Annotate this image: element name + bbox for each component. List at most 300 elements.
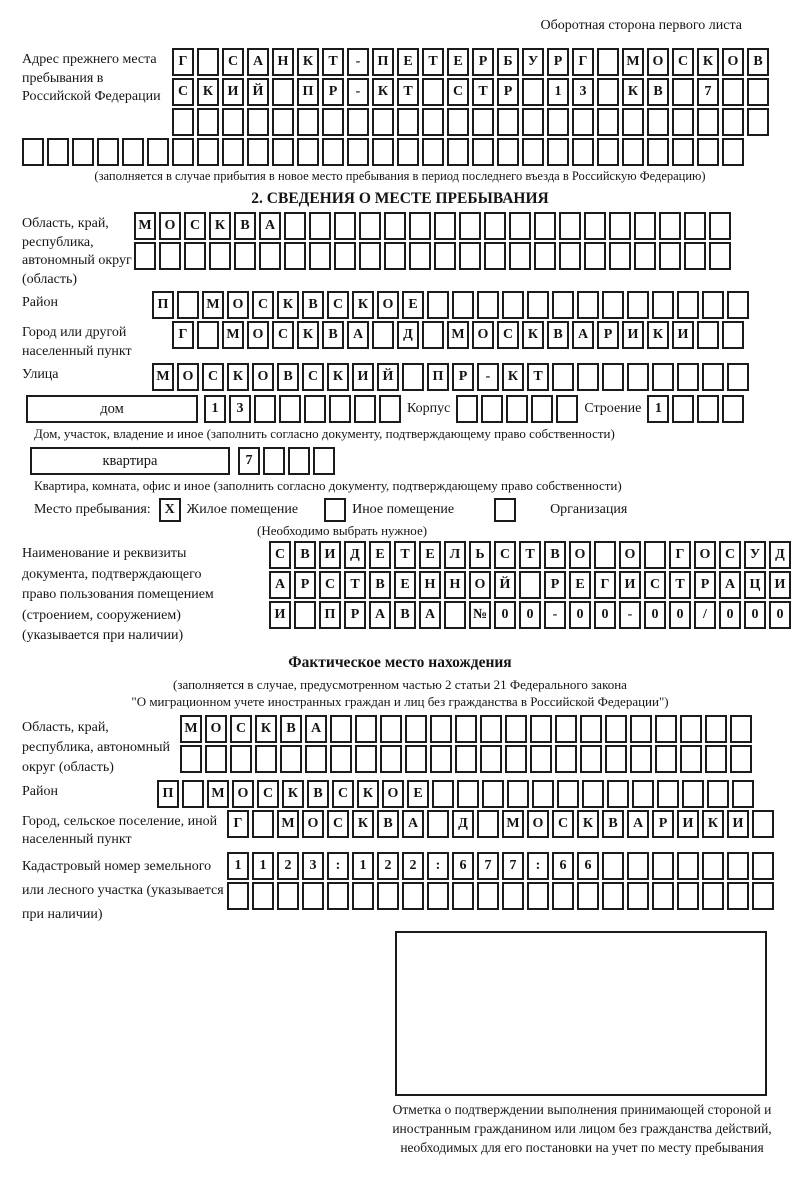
char-cell[interactable] [444,601,466,629]
char-cell[interactable]: В [277,363,299,391]
char-cell[interactable] [302,882,324,910]
char-cell[interactable]: И [319,541,341,569]
char-cell[interactable] [447,108,469,136]
char-cell[interactable] [677,291,699,319]
char-cell[interactable] [655,715,677,743]
char-cell[interactable]: Р [544,571,566,599]
char-cell[interactable] [380,745,402,773]
char-cell[interactable] [594,541,616,569]
char-cell[interactable] [427,882,449,910]
char-cell[interactable] [402,363,424,391]
char-cell[interactable] [263,447,285,475]
char-cell[interactable] [652,852,674,880]
char-cell[interactable] [372,108,394,136]
char-cell[interactable] [209,242,231,270]
char-cell[interactable] [605,745,627,773]
char-cell[interactable]: 6 [577,852,599,880]
char-cell[interactable]: Т [669,571,691,599]
char-cell[interactable] [434,242,456,270]
char-cell[interactable] [447,138,469,166]
char-cell[interactable]: Е [407,780,429,808]
char-cell[interactable]: Т [527,363,549,391]
char-cell[interactable] [732,780,754,808]
char-cell[interactable]: В [369,571,391,599]
char-cell[interactable]: С [269,541,291,569]
char-cell[interactable] [197,321,219,349]
char-cell[interactable]: 6 [452,852,474,880]
char-cell[interactable] [122,138,144,166]
char-cell[interactable] [680,715,702,743]
char-cell[interactable]: С [319,571,341,599]
char-cell[interactable] [177,291,199,319]
char-cell[interactable] [254,395,276,423]
char-cell[interactable] [47,138,69,166]
char-cell[interactable] [180,745,202,773]
char-cell[interactable] [622,138,644,166]
char-cell[interactable]: Ь [469,541,491,569]
char-cell[interactable]: Т [519,541,541,569]
char-cell[interactable]: 1 [547,78,569,106]
char-cell[interactable]: К [702,810,724,838]
char-cell[interactable] [505,745,527,773]
char-cell[interactable]: 3 [572,78,594,106]
char-cell[interactable] [559,212,581,240]
char-cell[interactable] [304,395,326,423]
char-cell[interactable] [709,212,731,240]
char-cell[interactable]: Р [344,601,366,629]
char-cell[interactable] [284,242,306,270]
char-cell[interactable]: Р [452,363,474,391]
char-cell[interactable] [705,745,727,773]
char-cell[interactable]: К [502,363,524,391]
char-cell[interactable]: В [280,715,302,743]
char-cell[interactable] [752,810,774,838]
char-cell[interactable] [297,138,319,166]
char-cell[interactable] [697,321,719,349]
char-cell[interactable] [452,291,474,319]
char-cell[interactable] [680,745,702,773]
char-cell[interactable]: Г [172,321,194,349]
char-cell[interactable] [502,882,524,910]
char-cell[interactable] [677,363,699,391]
char-cell[interactable] [552,882,574,910]
char-cell[interactable]: А [247,48,269,76]
char-cell[interactable] [702,291,724,319]
char-cell[interactable]: О [647,48,669,76]
char-cell[interactable]: 1 [204,395,226,423]
char-cell[interactable]: 0 [494,601,516,629]
char-cell[interactable]: Е [569,571,591,599]
char-cell[interactable] [597,78,619,106]
char-cell[interactable]: 0 [744,601,766,629]
char-cell[interactable] [627,882,649,910]
char-cell[interactable] [422,321,444,349]
char-cell[interactable]: 0 [519,601,541,629]
char-cell[interactable] [627,852,649,880]
char-cell[interactable]: О [227,291,249,319]
char-cell[interactable]: А [402,810,424,838]
char-cell[interactable]: В [234,212,256,240]
char-cell[interactable]: Т [472,78,494,106]
char-cell[interactable]: К [277,291,299,319]
char-cell[interactable]: Р [652,810,674,838]
char-cell[interactable] [297,108,319,136]
char-cell[interactable]: 0 [644,601,666,629]
char-cell[interactable] [709,242,731,270]
char-cell[interactable] [630,745,652,773]
char-cell[interactable]: 2 [377,852,399,880]
char-cell[interactable]: К [352,291,374,319]
char-cell[interactable]: Г [227,810,249,838]
char-cell[interactable]: О [177,363,199,391]
char-cell[interactable]: А [259,212,281,240]
char-cell[interactable] [427,291,449,319]
char-cell[interactable]: И [769,571,791,599]
char-cell[interactable]: В [394,601,416,629]
char-cell[interactable] [547,138,569,166]
char-cell[interactable] [372,321,394,349]
char-cell[interactable] [477,291,499,319]
char-cell[interactable]: П [427,363,449,391]
char-cell[interactable] [147,138,169,166]
char-cell[interactable]: Р [547,48,569,76]
kvartira-type-box[interactable]: квартира [30,447,230,475]
char-cell[interactable]: М [207,780,229,808]
char-cell[interactable]: - [619,601,641,629]
char-cell[interactable] [652,882,674,910]
char-cell[interactable] [722,395,744,423]
char-cell[interactable]: К [209,212,231,240]
char-cell[interactable] [397,138,419,166]
char-cell[interactable] [547,108,569,136]
char-cell[interactable]: К [372,78,394,106]
char-cell[interactable] [384,242,406,270]
char-cell[interactable]: Т [394,541,416,569]
char-cell[interactable] [609,242,631,270]
char-cell[interactable] [184,242,206,270]
char-cell[interactable]: Л [444,541,466,569]
char-cell[interactable]: Г [172,48,194,76]
char-cell[interactable] [659,242,681,270]
char-cell[interactable]: В [747,48,769,76]
char-cell[interactable]: 6 [552,852,574,880]
char-cell[interactable] [577,291,599,319]
char-cell[interactable]: В [294,541,316,569]
char-cell[interactable] [559,242,581,270]
char-cell[interactable]: С [552,810,574,838]
char-cell[interactable] [727,291,749,319]
char-cell[interactable]: М [277,810,299,838]
char-cell[interactable]: Т [422,48,444,76]
char-cell[interactable]: С [172,78,194,106]
char-cell[interactable]: 0 [669,601,691,629]
char-cell[interactable] [405,745,427,773]
char-cell[interactable]: М [222,321,244,349]
char-cell[interactable]: 1 [647,395,669,423]
char-cell[interactable]: Е [369,541,391,569]
char-cell[interactable] [477,882,499,910]
char-cell[interactable] [455,745,477,773]
char-cell[interactable]: Р [322,78,344,106]
char-cell[interactable]: Е [419,541,441,569]
char-cell[interactable] [602,291,624,319]
char-cell[interactable]: О [469,571,491,599]
char-cell[interactable]: / [694,601,716,629]
char-cell[interactable] [627,363,649,391]
char-cell[interactable]: О [382,780,404,808]
char-cell[interactable] [605,715,627,743]
char-cell[interactable] [509,212,531,240]
char-cell[interactable]: П [319,601,341,629]
char-cell[interactable]: С [230,715,252,743]
char-cell[interactable]: С [672,48,694,76]
char-cell[interactable] [555,745,577,773]
char-cell[interactable] [506,395,528,423]
char-cell[interactable]: О [527,810,549,838]
char-cell[interactable] [522,138,544,166]
char-cell[interactable]: Н [444,571,466,599]
char-cell[interactable] [397,108,419,136]
char-cell[interactable]: Б [497,48,519,76]
char-cell[interactable] [530,715,552,743]
char-cell[interactable] [309,212,331,240]
zhiloe-checkbox[interactable]: X [159,498,181,522]
char-cell[interactable] [552,291,574,319]
char-cell[interactable] [652,363,674,391]
char-cell[interactable] [722,321,744,349]
char-cell[interactable] [347,108,369,136]
char-cell[interactable] [632,780,654,808]
char-cell[interactable] [379,395,401,423]
char-cell[interactable]: И [619,571,641,599]
char-cell[interactable] [752,852,774,880]
char-cell[interactable]: С [302,363,324,391]
char-cell[interactable]: Т [322,48,344,76]
char-cell[interactable]: К [522,321,544,349]
char-cell[interactable] [482,780,504,808]
char-cell[interactable]: Д [769,541,791,569]
char-cell[interactable]: 7 [502,852,524,880]
char-cell[interactable]: Е [394,571,416,599]
char-cell[interactable] [609,212,631,240]
char-cell[interactable]: В [647,78,669,106]
char-cell[interactable] [481,395,503,423]
char-cell[interactable] [580,745,602,773]
char-cell[interactable] [197,48,219,76]
char-cell[interactable]: П [372,48,394,76]
char-cell[interactable] [355,715,377,743]
char-cell[interactable]: И [727,810,749,838]
char-cell[interactable] [572,108,594,136]
char-cell[interactable] [372,138,394,166]
char-cell[interactable] [684,212,706,240]
char-cell[interactable] [247,138,269,166]
char-cell[interactable] [556,395,578,423]
char-cell[interactable]: 3 [302,852,324,880]
char-cell[interactable] [497,138,519,166]
char-cell[interactable] [247,108,269,136]
char-cell[interactable] [672,395,694,423]
char-cell[interactable] [702,852,724,880]
char-cell[interactable] [505,715,527,743]
char-cell[interactable]: Д [397,321,419,349]
char-cell[interactable]: О [247,321,269,349]
char-cell[interactable] [459,242,481,270]
char-cell[interactable]: 3 [229,395,251,423]
char-cell[interactable]: К [255,715,277,743]
char-cell[interactable] [172,138,194,166]
char-cell[interactable] [697,395,719,423]
char-cell[interactable]: Т [344,571,366,599]
char-cell[interactable] [532,780,554,808]
char-cell[interactable]: 2 [277,852,299,880]
char-cell[interactable] [227,882,249,910]
char-cell[interactable]: Н [272,48,294,76]
char-cell[interactable] [752,882,774,910]
char-cell[interactable] [722,108,744,136]
char-cell[interactable] [22,138,44,166]
char-cell[interactable] [72,138,94,166]
char-cell[interactable] [682,780,704,808]
char-cell[interactable] [534,242,556,270]
char-cell[interactable]: Р [597,321,619,349]
char-cell[interactable] [284,212,306,240]
char-cell[interactable]: С [494,541,516,569]
inoe-checkbox[interactable] [324,498,346,522]
char-cell[interactable] [697,108,719,136]
char-cell[interactable] [313,447,335,475]
char-cell[interactable] [531,395,553,423]
char-cell[interactable]: Р [472,48,494,76]
char-cell[interactable] [472,108,494,136]
char-cell[interactable]: О [232,780,254,808]
char-cell[interactable]: Г [594,571,616,599]
char-cell[interactable] [634,212,656,240]
char-cell[interactable]: К [227,363,249,391]
char-cell[interactable]: У [522,48,544,76]
char-cell[interactable]: 1 [227,852,249,880]
char-cell[interactable]: : [427,852,449,880]
char-cell[interactable] [405,715,427,743]
char-cell[interactable] [634,242,656,270]
char-cell[interactable] [622,108,644,136]
char-cell[interactable] [727,882,749,910]
char-cell[interactable] [552,363,574,391]
char-cell[interactable] [294,601,316,629]
char-cell[interactable] [409,212,431,240]
char-cell[interactable] [222,138,244,166]
char-cell[interactable]: С [184,212,206,240]
char-cell[interactable]: М [447,321,469,349]
char-cell[interactable] [502,291,524,319]
char-cell[interactable] [305,745,327,773]
char-cell[interactable]: С [272,321,294,349]
char-cell[interactable] [280,745,302,773]
char-cell[interactable]: 2 [402,852,424,880]
char-cell[interactable] [272,138,294,166]
char-cell[interactable] [727,852,749,880]
char-cell[interactable]: 0 [769,601,791,629]
char-cell[interactable] [422,108,444,136]
char-cell[interactable]: В [302,291,324,319]
char-cell[interactable]: О [377,291,399,319]
char-cell[interactable] [255,745,277,773]
char-cell[interactable]: В [377,810,399,838]
char-cell[interactable]: К [577,810,599,838]
char-cell[interactable]: 1 [352,852,374,880]
char-cell[interactable] [430,745,452,773]
char-cell[interactable] [347,138,369,166]
char-cell[interactable] [434,212,456,240]
char-cell[interactable]: К [697,48,719,76]
char-cell[interactable]: В [544,541,566,569]
char-cell[interactable]: О [159,212,181,240]
char-cell[interactable]: А [627,810,649,838]
dom-type-box[interactable]: дом [26,395,198,423]
char-cell[interactable] [480,715,502,743]
char-cell[interactable]: О [569,541,591,569]
char-cell[interactable] [697,138,719,166]
char-cell[interactable] [455,715,477,743]
char-cell[interactable] [677,852,699,880]
char-cell[interactable] [427,810,449,838]
char-cell[interactable]: Р [294,571,316,599]
organizatsiya-checkbox[interactable] [494,498,516,522]
char-cell[interactable]: Р [497,78,519,106]
char-cell[interactable]: С [497,321,519,349]
char-cell[interactable]: А [369,601,391,629]
char-cell[interactable]: 7 [697,78,719,106]
char-cell[interactable]: А [572,321,594,349]
char-cell[interactable]: В [602,810,624,838]
char-cell[interactable] [322,138,344,166]
char-cell[interactable] [252,810,274,838]
char-cell[interactable]: А [419,601,441,629]
char-cell[interactable]: : [527,852,549,880]
char-cell[interactable]: - [544,601,566,629]
char-cell[interactable] [722,138,744,166]
char-cell[interactable] [277,882,299,910]
char-cell[interactable] [484,242,506,270]
char-cell[interactable] [527,882,549,910]
char-cell[interactable]: О [694,541,716,569]
char-cell[interactable]: П [297,78,319,106]
char-cell[interactable]: И [677,810,699,838]
char-cell[interactable] [322,108,344,136]
char-cell[interactable]: К [297,321,319,349]
char-cell[interactable] [359,242,381,270]
char-cell[interactable]: А [305,715,327,743]
char-cell[interactable] [722,78,744,106]
char-cell[interactable] [577,363,599,391]
char-cell[interactable]: С [202,363,224,391]
char-cell[interactable]: 0 [569,601,591,629]
char-cell[interactable] [647,138,669,166]
char-cell[interactable] [672,78,694,106]
char-cell[interactable]: О [252,363,274,391]
char-cell[interactable]: : [327,852,349,880]
char-cell[interactable] [457,780,479,808]
char-cell[interactable]: С [252,291,274,319]
char-cell[interactable] [577,882,599,910]
char-cell[interactable] [519,571,541,599]
char-cell[interactable] [330,745,352,773]
char-cell[interactable] [657,780,679,808]
char-cell[interactable] [672,108,694,136]
char-cell[interactable]: И [269,601,291,629]
char-cell[interactable] [288,447,310,475]
char-cell[interactable]: 0 [594,601,616,629]
